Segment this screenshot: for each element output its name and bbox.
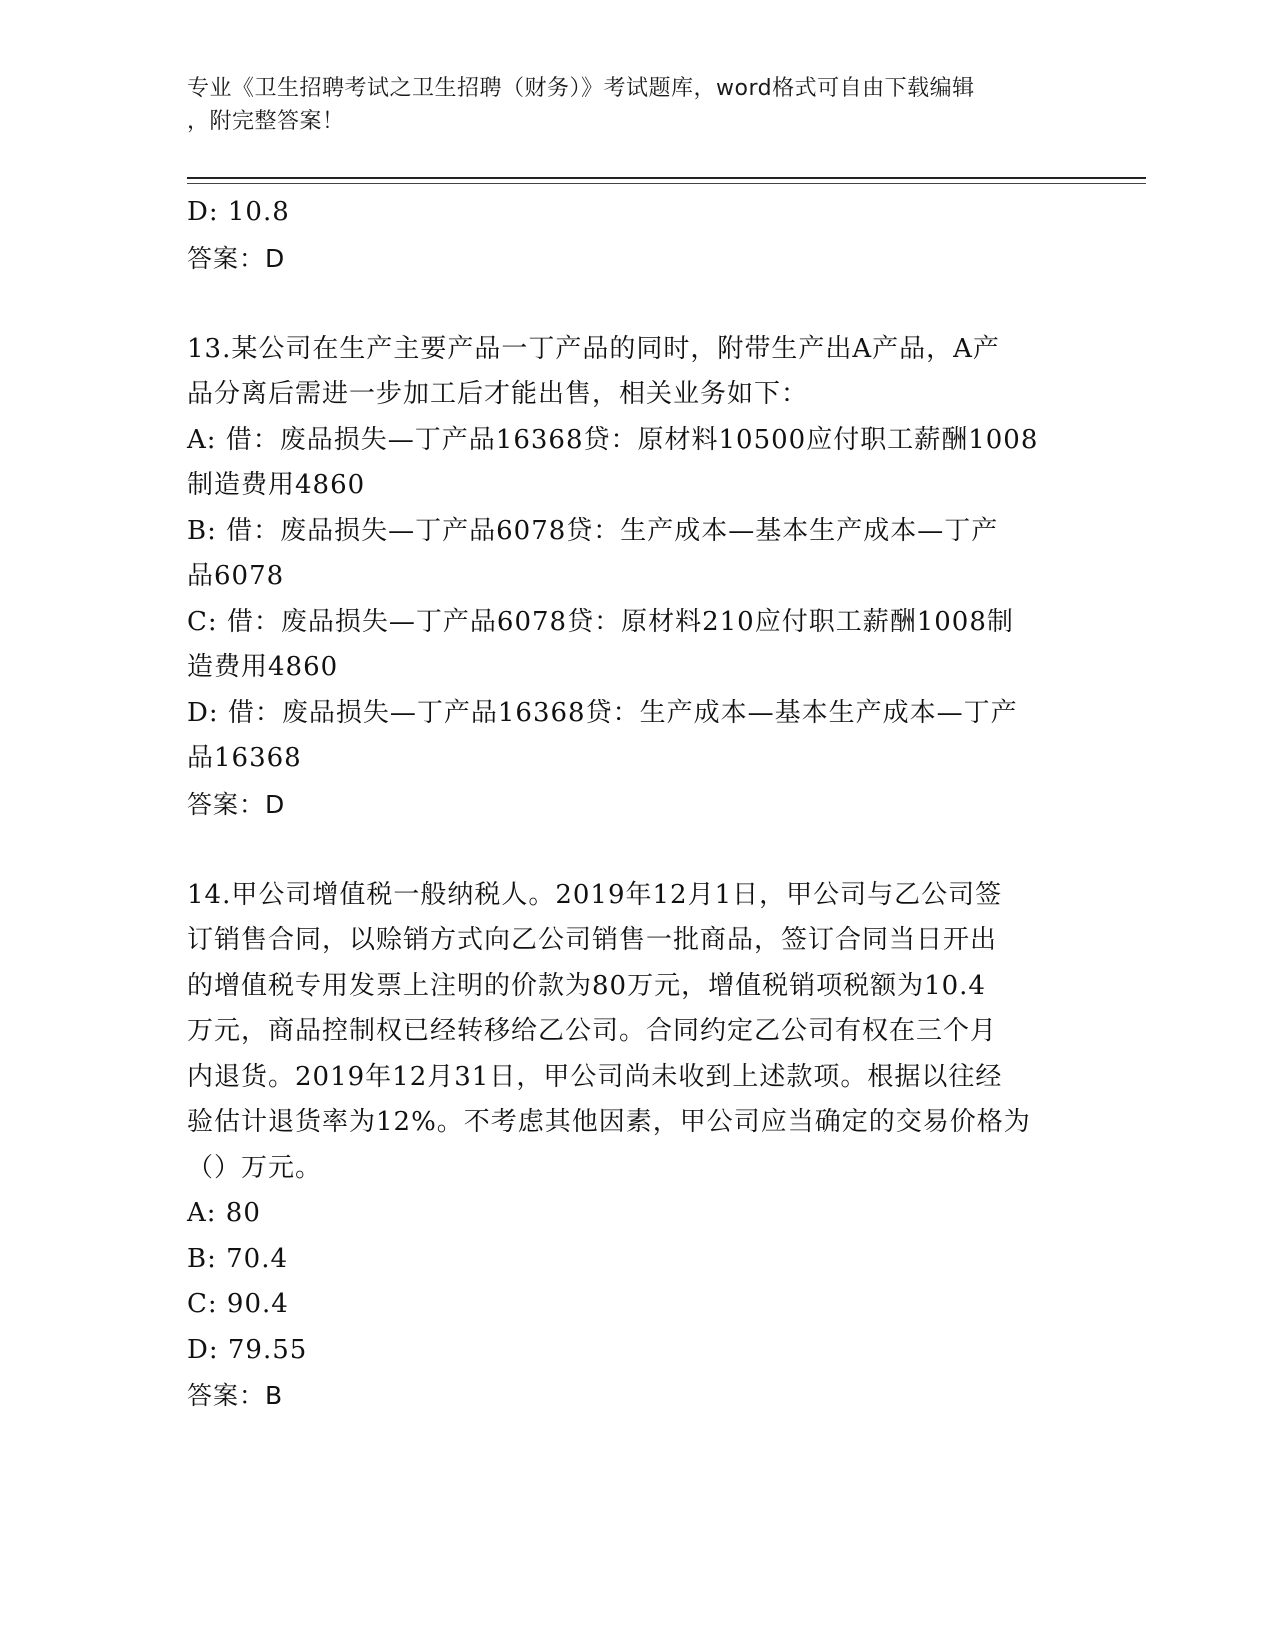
question-stem: 验估计退货率为12%。不考虑其他因素，甲公司应当确定的交易价格为	[187, 1107, 1031, 1137]
option-a: 制造费用4860	[187, 470, 366, 500]
option-b: B: 借：废品损失—丁产品6078贷：生产成本—基本生产成本—丁产	[187, 515, 999, 546]
previous-question-tail	[187, 190, 1077, 281]
question-stem: 内退货。2019年12月31日，甲公司尚未收到上述款项。根据以往经	[187, 1061, 1003, 1092]
option-d: D: 79.55	[187, 1334, 308, 1365]
question-stem: （）万元。	[187, 1152, 323, 1183]
answer-line: 答案：B	[187, 1381, 284, 1410]
header-line: 专业《卫生招聘考试之卫生招聘（财务）》考试题库，word格式可自由下载编辑	[187, 76, 975, 101]
option-a: A: 借：废品损失—丁产品16368贷：原材料10500应付职工薪酬1008	[187, 424, 1039, 455]
option-b: 品6078	[187, 561, 285, 591]
option-c: 造费用4860	[187, 652, 339, 682]
question-stem: 万元，商品控制权已经转移给乙公司。合同约定乙公司有权在三个月	[187, 1016, 998, 1046]
option-d: D: 10.8	[187, 197, 290, 227]
question-stem: 品分离后需进一步加工后才能出售，相关业务如下：	[187, 379, 809, 409]
option-c: C: 90.4	[187, 1289, 289, 1319]
spacer	[187, 281, 1077, 327]
header-line: ，附完整答案！	[187, 109, 345, 134]
answer-line: 答案：D	[187, 243, 286, 273]
option-d: D: 借：废品损失—丁产品16368贷：生产成本—基本生产成本—丁产	[187, 697, 1018, 728]
question-14	[187, 873, 1077, 1419]
question-stem: 14.甲公司增值税一般纳税人。2019年12月1日，甲公司与乙公司签	[187, 879, 1003, 910]
option-b: B: 70.4	[187, 1243, 289, 1274]
question-13	[187, 327, 1077, 828]
option-c: C: 借：废品损失—丁产品6078贷：原材料210应付职工薪酬1008制	[187, 606, 1014, 637]
question-stem: 13.某公司在生产主要产品一丁产品的同时，附带生产出A产品，A产	[187, 333, 1000, 364]
option-a: A: 80	[187, 1198, 261, 1228]
answer-line: 答案：D	[187, 789, 286, 819]
option-d: 品16368	[187, 743, 302, 773]
header-divider-thin	[187, 183, 1146, 184]
question-stem: 订销售合同，以赊销方式向乙公司销售一批商品，签订合同当日开出	[187, 925, 998, 955]
page-header	[187, 72, 1067, 138]
question-content	[187, 190, 1077, 1419]
spacer	[187, 827, 1077, 873]
question-stem: 的增值税专用发票上注明的价款为80万元，增值税销项税额为10.4	[187, 970, 986, 1001]
header-divider	[187, 177, 1146, 179]
